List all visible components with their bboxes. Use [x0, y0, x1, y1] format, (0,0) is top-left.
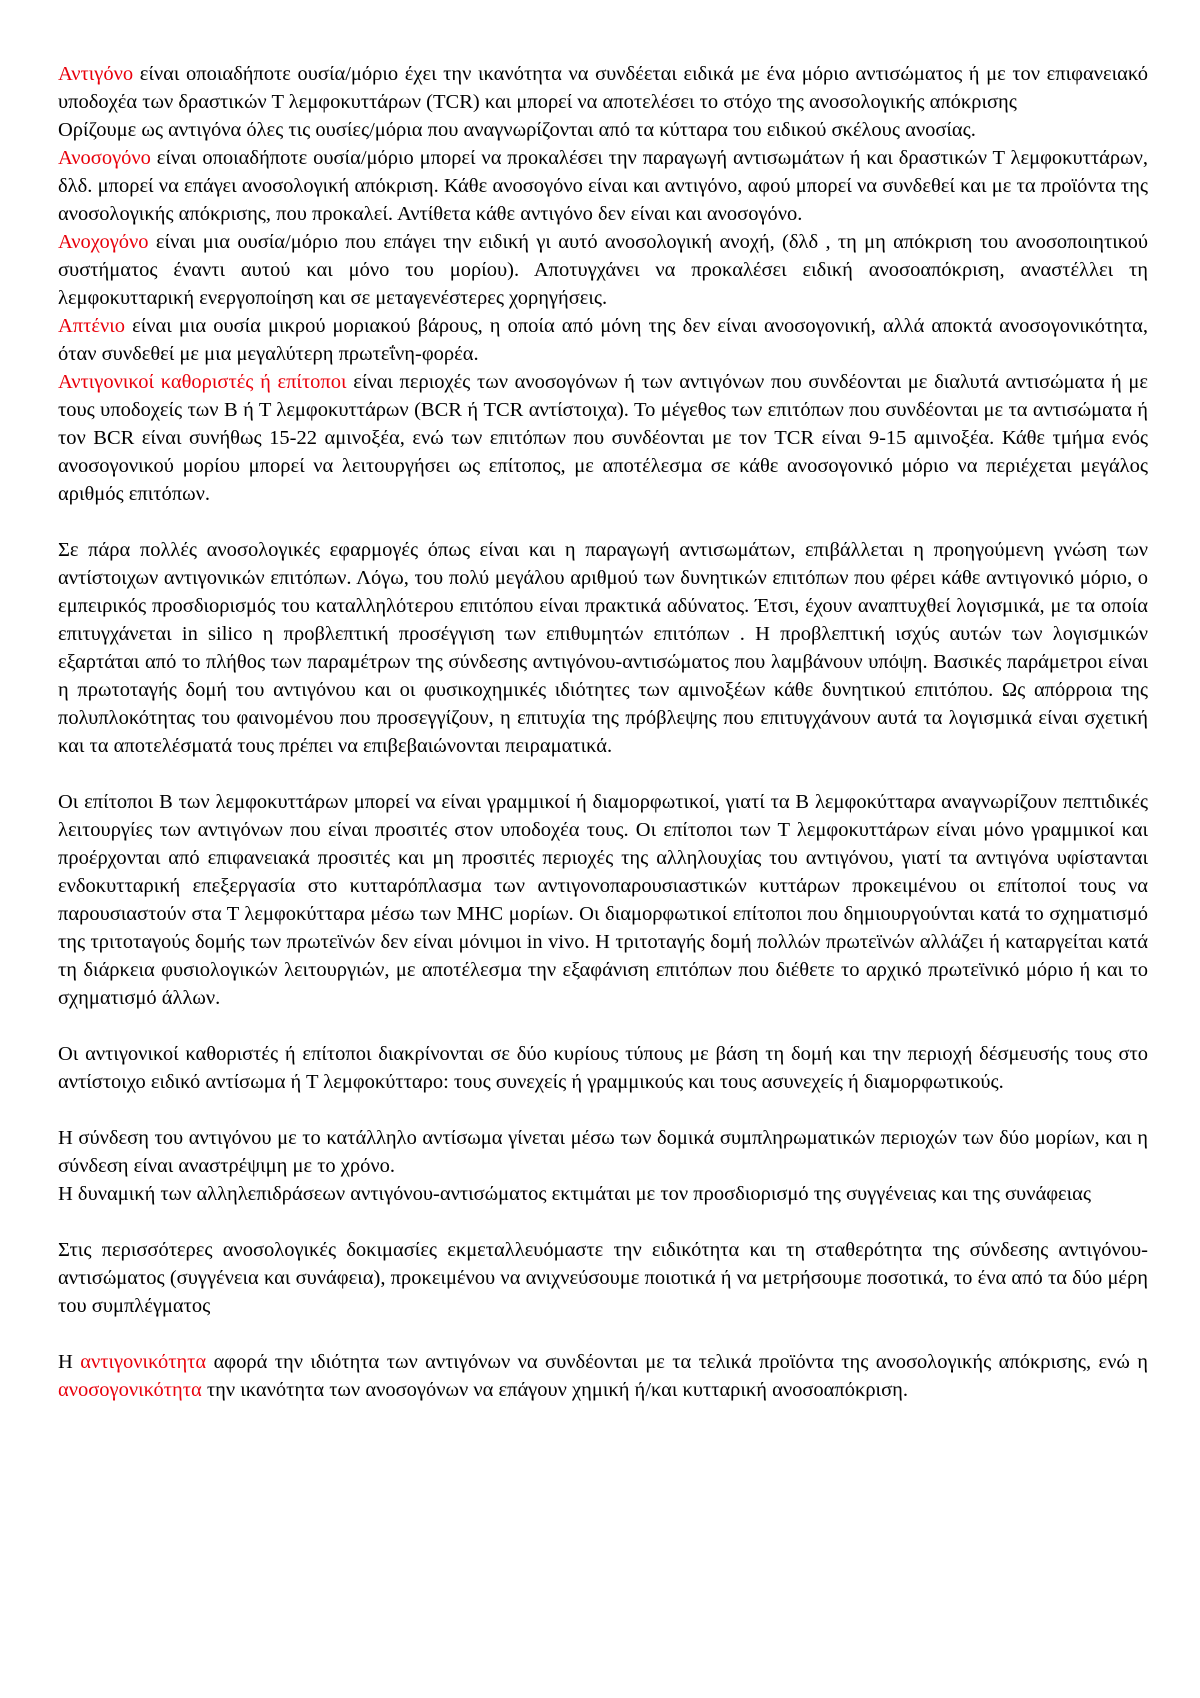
definition-tolerogen-text: είναι μια ουσία/μόριο που επάγει την ειδική γι αυτό ανοσολογική ανοχή, (δλδ , τη μη απόκριση του ανοσοποιητικού συστήματος έναντι αυτού και μόνο του μορίου). Αποτυγχάνει να προκαλέσει ειδική ανοσοαπόκριση, αναστέλλει τη λεμφοκυτταρική ενεργοποίηση και σε μεταγενέστερες χορηγήσεις. — [58, 231, 1148, 309]
term-antigen: Αντιγόνο — [58, 63, 134, 85]
paragraph-tail: την ικανότητα των ανοσογόνων να επάγουν χημική ή/και κυτταρική ανοσοαπόκριση. — [201, 1379, 908, 1401]
paragraph-spacer — [58, 1096, 1148, 1124]
paragraph-spacer — [58, 508, 1148, 536]
definition-hapten — [58, 312, 1148, 368]
binding-paragraph: Η σύνδεση του αντιγόνου με το κατάλληλο αντίσωμα γίνεται μέσω των δομικά συμπληρωματικών περιοχών των δύο μορίων, και η σύνδεση είναι αναστρέψιμη με το χρόνο. — [58, 1127, 1148, 1177]
paragraph-lead: Η — [58, 1351, 81, 1373]
paragraph-middle: αφορά την ιδιότητα των αντιγόνων να συνδέονται με τα τελικά προϊόντα της ανοσολογικής απόκρισης, ενώ η — [206, 1351, 1148, 1373]
paragraph-spacer — [58, 760, 1148, 788]
affinity-avidity-paragraph: Η δυναμική των αλληλεπιδράσεων αντιγόνου-αντισώματος εκτιμάται με τον προσδιορισμό της συγγένειας και της συνάφειας — [58, 1183, 1092, 1205]
definition-tolerogen — [58, 228, 1148, 312]
antigen-scope-paragraph: Ορίζουμε ως αντιγόνα όλες τις ουσίες/μόρια που αναγνωρίζονται από τα κύτταρα του ειδικού σκέλους ανοσίας. — [58, 119, 976, 141]
epitope-prediction-paragraph: Σε πάρα πολλές ανοσολογικές εφαρμογές όπως είναι και η παραγωγή αντισωμάτων, επιβάλλεται η προηγούμενη γνώση των αντίστοιχων αντιγονικών επιτόπων. Λόγω, του πολύ μεγάλου αριθμού των δυνητικών επιτόπων που φέρει κάθε αντιγονικό μόριο, ο εμπειρικός προσδιορισμός του καταλληλότερου επιτόπου είναι πρακτικά αδύνατος. Έτσι, έχουν αναπτυχθεί λογισμικά, με τα οποία επιτυγχάνεται in silico η προβλεπτική προσέγγιση των επιθυμητών επιτόπων . Η προβλεπτική ισχύς αυτών των λογισμικών εξαρτάται από το πλήθος των παραμέτρων της σύνδεσης αντιγόνου-αντισώματος που λαμβάνουν υπόψη. Βασικές παράμετροι είναι η πρωτοταγής δομή του αντιγόνου και οι φυσικοχημικές ιδιότητες των αμινοξέων κάθε δυνητικού επιτόπου. Ως απόρροια της πολυπλοκότητας του φαινομένου που προσεγγίζουν, η επιτυχία της πρόβλεψης που επιτυγχάνουν αυτά τα λογισμικά είναι σχετική και τα αποτελέσματά τους πρέπει να επιβεβαιώνονται πειραματικά. — [58, 539, 1148, 757]
term-immunogen: Ανοσογόνο — [58, 147, 151, 169]
paragraph-spacer — [58, 1320, 1148, 1348]
definition-epitope-text: είναι περιοχές των ανοσογόνων ή των αντιγόνων που συνδέονται με διαλυτά αντισώματα ή με τους υποδοχείς των Β ή Τ λεμφοκυττάρων (BCR ή TCR αντίστοιχα). Το μέγεθος των επιτόπων που συνδέονται με τα αντισώματα ή τον BCR είναι συνήθως 15-22 αμινοξέα, ενώ των επιτόπων που συνδέονται με τον TCR είναι 9-15 αμινοξέα. Κάθε τμήμα ενός ανοσογονικού μορίου μπορεί να λειτουργήσει ως επίτοπος, με αποτέλεσμα σε κάθε ανοσογονικό μόριο να περιέχεται μεγάλος αριθμός επιτόπων. — [58, 371, 1148, 505]
term-tolerogen: Ανοχογόνο — [58, 231, 149, 253]
document-body — [58, 60, 1148, 1404]
definition-antigen-text: είναι οποιαδήποτε ουσία/μόριο έχει την ικανότητα να συνδέεται ειδικά με ένα μόριο αντισώματος ή με τον επιφανειακό υποδοχέα των δραστικών Τ λεμφοκυττάρων (TCR) και μπορεί να αποτελέσει το στόχο της ανοσολογικής απόκρισης — [58, 63, 1148, 113]
antigenicity-immunogenicity-paragraph — [58, 1348, 1148, 1404]
paragraph-spacer — [58, 1012, 1148, 1040]
immunoassays-paragraph: Στις περισσότερες ανοσολογικές δοκιμασίες εκμεταλλευόμαστε την ειδικότητα και τη σταθερότητα της σύνδεσης αντιγόνου-αντισώματος (συγγένεια και συνάφεια), προκειμένου να ανιχνεύσουμε ποιοτικά ή να μετρήσουμε ποσοτικά, το ένα από τα δύο μέρη του συμπλέγματος — [58, 1239, 1148, 1317]
paragraph-spacer — [58, 1208, 1148, 1236]
epitope-types-paragraph: Οι αντιγονικοί καθοριστές ή επίτοποι διακρίνονται σε δύο κυρίους τύπους με βάση τη δομή και την περιοχή δέσμευσής τους στο αντίστοιχο ειδικό αντίσωμα ή Τ λεμφοκύτταρο: τους συνεχείς ή γραμμικούς και τους ασυνεχείς ή διαμορφωτικούς. — [58, 1043, 1148, 1093]
definition-immunogen — [58, 144, 1148, 228]
term-immunogenicity: ανοσογονικότητα — [58, 1379, 202, 1401]
definition-antigen — [58, 60, 1148, 116]
term-antigenicity: αντιγονικότητα — [80, 1351, 207, 1373]
term-hapten: Απτένιο — [58, 315, 126, 337]
definition-epitope — [58, 368, 1148, 508]
definition-hapten-text: είναι μια ουσία μικρού μοριακού βάρους, η οποία από μόνη της δεν είναι ανοσογονική, αλλά αποκτά ανοσογονικότητα, όταν συνδεθεί με μια μεγαλύτερη πρωτεΐνη-φορέα. — [58, 315, 1148, 365]
b-t-epitopes-paragraph: Οι επίτοποι Β των λεμφοκυττάρων μπορεί να είναι γραμμικοί ή διαμορφωτικοί, γιατί τα Β λεμφοκύτταρα αναγνωρίζουν πεπτιδικές λειτουργίες των αντιγόνων που είναι προσιτές στον υποδοχέα τους. Οι επίτοποι των Τ λεμφοκυττάρων είναι μόνο γραμμικοί και προέρχονται από επιφανειακά προσιτές και μη προσιτές περιοχές της αλληλουχίας του αντιγόνου, γιατί τα αντιγόνα υφίστανται ενδοκυτταρική επεξεργασία στο κυτταρόπλασμα των αντιγονοπαρουσιαστικών κυττάρων προκειμένου οι επίτοποί τους να παρουσιαστούν στα Τ λεμφοκύτταρα μέσω των MHC μορίων. Οι διαμορφωτικοί επίτοποι που δημιουργούνται κατά το σχηματισμό της τριτοταγούς δομής των πρωτεϊνών δεν είναι μόνιμοι in vivo. Η τριτοταγής δομή πολλών πρωτεϊνών αλλάζει ή καταργείται κατά τη διάρκεια φυσιολογικών λειτουργιών, με αποτέλεσμα την εξαφάνιση επιτόπων που διέθετε το αρχικό πρωτεϊνικό μόριο ή και το σχηματισμό άλλων. — [58, 791, 1148, 1009]
term-epitope: Αντιγονικοί καθοριστές ή επίτοποι — [58, 371, 347, 393]
definition-immunogen-text: είναι οποιαδήποτε ουσία/μόριο μπορεί να προκαλέσει την παραγωγή αντισωμάτων ή και δραστικών Τ λεμφοκυττάρων, δλδ. μπορεί να επάγει ανοσολογική απόκριση. Κάθε ανοσογόνο είναι και αντιγόνο, αφού μπορεί να συνδεθεί και με τα προϊόντα της ανοσολογικής απόκρισης, που προκαλεί. Αντίθετα κάθε αντιγόνο δεν είναι και ανοσογόνο. — [58, 147, 1148, 225]
